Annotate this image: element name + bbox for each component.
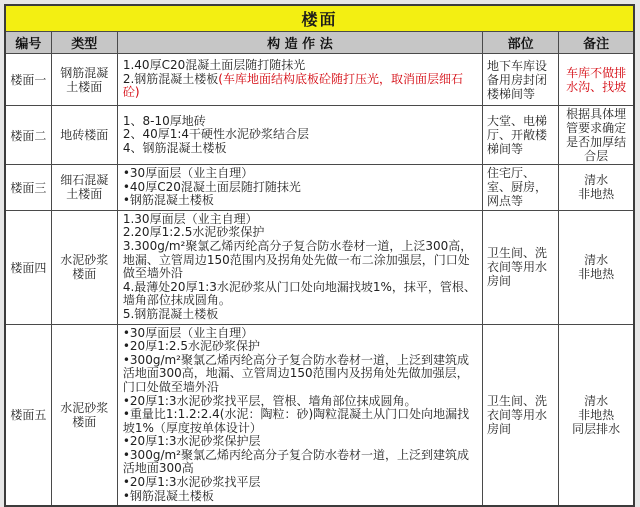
remark-line: 非地热 xyxy=(578,407,615,422)
row4-type: 水泥砂浆楼面 xyxy=(51,210,117,324)
col-header-number: 编号 xyxy=(5,32,51,54)
row4-location: 卫生间、洗衣间等用水房间 xyxy=(482,210,558,324)
method-line: 1.40厚C20混凝土面层随打随抹光 xyxy=(122,58,306,73)
method-line-red-note: (车库地面结构底板砼随打压光，取消面层细石砼) xyxy=(122,71,463,100)
row3-location: 住宅厅、室、厨房，网点等 xyxy=(482,165,558,211)
row3-id: 楼面三 xyxy=(5,165,51,211)
method-line: 1.30厚面层（业主自理） xyxy=(122,211,258,226)
row3-remark xyxy=(559,165,634,211)
col-header-type: 类型 xyxy=(51,32,117,54)
method-line: 4.最薄处20厚1:3水泥砂浆从门口处向地漏找坡1%，抹平，管根、墙角部位抹成圆角。 xyxy=(122,279,476,308)
row1-location: 地下车库设备用房封闭楼梯间等 xyxy=(482,54,558,106)
method-line: 4、钢筋混凝土楼板 xyxy=(122,140,227,155)
row3-method xyxy=(117,165,482,211)
row2-remark: 根据具体埋管要求确定是否加厚结合层 xyxy=(559,106,634,165)
col-header-location: 部位 xyxy=(482,32,558,54)
row1-method xyxy=(117,54,482,106)
row1-id: 楼面一 xyxy=(5,54,51,106)
method-line: •20厚1:2.5水泥砂浆保护 xyxy=(122,339,260,354)
row5-location: 卫生间、洗衣间等用水房间 xyxy=(482,324,558,506)
method-line: •钢筋混凝土楼板 xyxy=(122,488,214,503)
method-line: 2.20厚1:2.5水泥砂浆保护 xyxy=(122,225,265,240)
row2-method xyxy=(117,106,482,165)
row5-type: 水泥砂浆楼面 xyxy=(51,324,117,506)
method-line: 1、8-10厚地砖 xyxy=(122,113,206,128)
row2-type: 地砖楼面 xyxy=(51,106,117,165)
col-header-method: 构 造 作 法 xyxy=(117,32,482,54)
row1-remark: 车库不做排水沟、找坡 xyxy=(559,54,634,106)
method-line: 2、40厚1:4干硬性水泥砂浆结合层 xyxy=(122,127,310,142)
row3-type: 细石混凝土楼面 xyxy=(51,165,117,211)
method-line xyxy=(123,73,477,100)
method-line: •钢筋混凝土楼板 xyxy=(122,193,214,208)
method-line: •30厚面层（业主自理） xyxy=(122,166,254,180)
method-line: •300g/m²聚氯乙烯丙纶高分子复合防水卷材一道，上泛到建筑成活地面300高 xyxy=(122,447,469,476)
row1-type: 钢筋混凝土楼面 xyxy=(51,54,117,106)
col-header-remark: 备注 xyxy=(559,32,634,54)
method-line: •40厚C20混凝土面层随打随抹光 xyxy=(122,179,301,194)
method-line: •重量比1:1.2:2.4(水泥：陶粒：砂)陶粒混凝土从门口处向地漏找坡1%（厚度按单体设计） xyxy=(122,407,470,435)
table-row xyxy=(5,324,634,506)
table-row xyxy=(5,165,634,211)
method-line: 5.钢筋混凝土楼板 xyxy=(122,306,219,321)
remark-line: 清水 xyxy=(584,253,609,268)
method-line: •300g/m²聚氯乙烯丙纶高分子复合防水卷材一道，上泛到建筑成活地面300高，地漏、立管周边150范围内及拐角处先做加强层，门口处做至墙外沿 xyxy=(122,352,469,394)
method-line: •20厚1:3水泥砂浆找平层 xyxy=(122,475,261,490)
remark-line: 同层排水 xyxy=(572,421,621,436)
method-line: •20厚1:3水泥砂浆保护层 xyxy=(122,434,261,449)
row2-id: 楼面二 xyxy=(5,106,51,165)
method-line: 3.300g/m²聚氯乙烯丙纶高分子复合防水卷材一道，上泛300高，地漏、立管周边150范围内及拐角处先做一布二涂加强层，门口处做至墙外沿 xyxy=(122,238,473,281)
table-title: 楼面 xyxy=(5,5,634,32)
row4-method xyxy=(117,210,482,324)
remark-line: 清水 xyxy=(584,173,609,188)
table-row xyxy=(5,54,634,106)
method-line-black: 2.钢筋混凝土楼板 xyxy=(122,71,219,86)
remark-line: 非地热 xyxy=(578,267,615,282)
remark-line: 非地热 xyxy=(578,187,615,202)
floor-spec-table xyxy=(4,4,635,507)
method-line: •30厚面层（业主自理） xyxy=(122,325,254,340)
row5-remark xyxy=(559,324,634,506)
remark-line: 清水 xyxy=(584,393,609,408)
row4-remark xyxy=(559,210,634,324)
method-line: •20厚1:3水泥砂浆找平层，管根、墙角部位抹成圆角。 xyxy=(122,393,417,408)
table-row xyxy=(5,106,634,165)
row5-id: 楼面五 xyxy=(5,324,51,506)
row5-method xyxy=(117,324,482,506)
row2-location: 大堂、电梯厅、开敞楼梯间等 xyxy=(482,106,558,165)
table-row xyxy=(5,210,634,324)
row4-id: 楼面四 xyxy=(5,210,51,324)
